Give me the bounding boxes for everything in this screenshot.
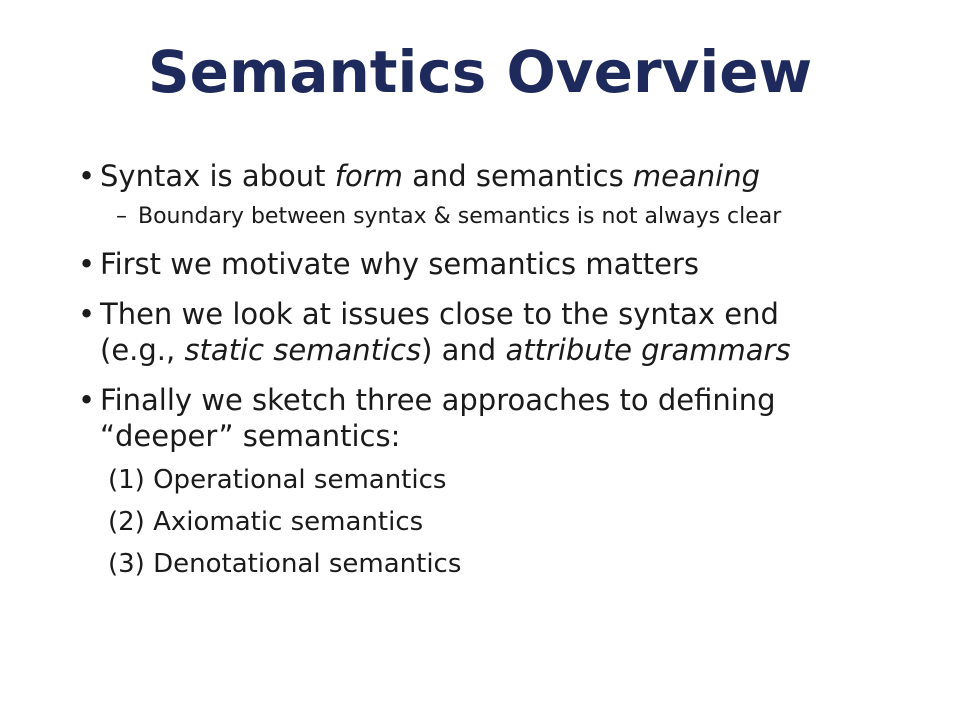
approach-item-denotational: (3) Denotational semantics bbox=[108, 549, 462, 579]
dash-icon: – bbox=[116, 204, 127, 229]
bullet-icon: • bbox=[78, 383, 96, 417]
bullet-icon: • bbox=[78, 247, 96, 281]
bullet-text-line2 bbox=[100, 332, 918, 368]
emphasis-static-semantics: static semantics bbox=[184, 333, 422, 367]
text-segment: ) and bbox=[421, 333, 506, 367]
emphasis-attribute-grammars: attribute grammars bbox=[505, 333, 791, 367]
bullet-text: First we motivate why semantics matters bbox=[100, 247, 699, 281]
text-segment: (e.g., bbox=[100, 333, 185, 367]
text-segment: and semantics bbox=[402, 159, 633, 193]
sub-bullet-boundary bbox=[78, 202, 918, 232]
approach-item-axiomatic: (2) Axiomatic semantics bbox=[108, 507, 424, 537]
bullet-syntax-form bbox=[78, 158, 918, 194]
approach-item-operational: (1) Operational semantics bbox=[108, 465, 447, 495]
emphasis-meaning: meaning bbox=[632, 159, 761, 193]
bullet-motivate bbox=[78, 246, 918, 282]
bullet-text-line1: Finally we sketch three approaches to defining bbox=[100, 383, 776, 417]
bullet-text-line2: “deeper” semantics: bbox=[100, 419, 401, 453]
text-segment: Syntax is about bbox=[100, 159, 335, 193]
sub-bullet-text: Boundary between syntax & semantics is not always clear bbox=[138, 204, 782, 229]
slide-title: Semantics Overview bbox=[147, 38, 813, 106]
slide-body bbox=[78, 158, 918, 590]
bullet-icon: • bbox=[78, 159, 96, 193]
bullet-approaches bbox=[78, 382, 918, 454]
bullet-static-semantics bbox=[78, 296, 918, 368]
bullet-text-line1: Then we look at issues close to the syntax end bbox=[100, 297, 779, 331]
emphasis-form: form bbox=[334, 159, 403, 193]
bullet-text bbox=[100, 158, 918, 194]
bullet-icon: • bbox=[78, 297, 96, 331]
